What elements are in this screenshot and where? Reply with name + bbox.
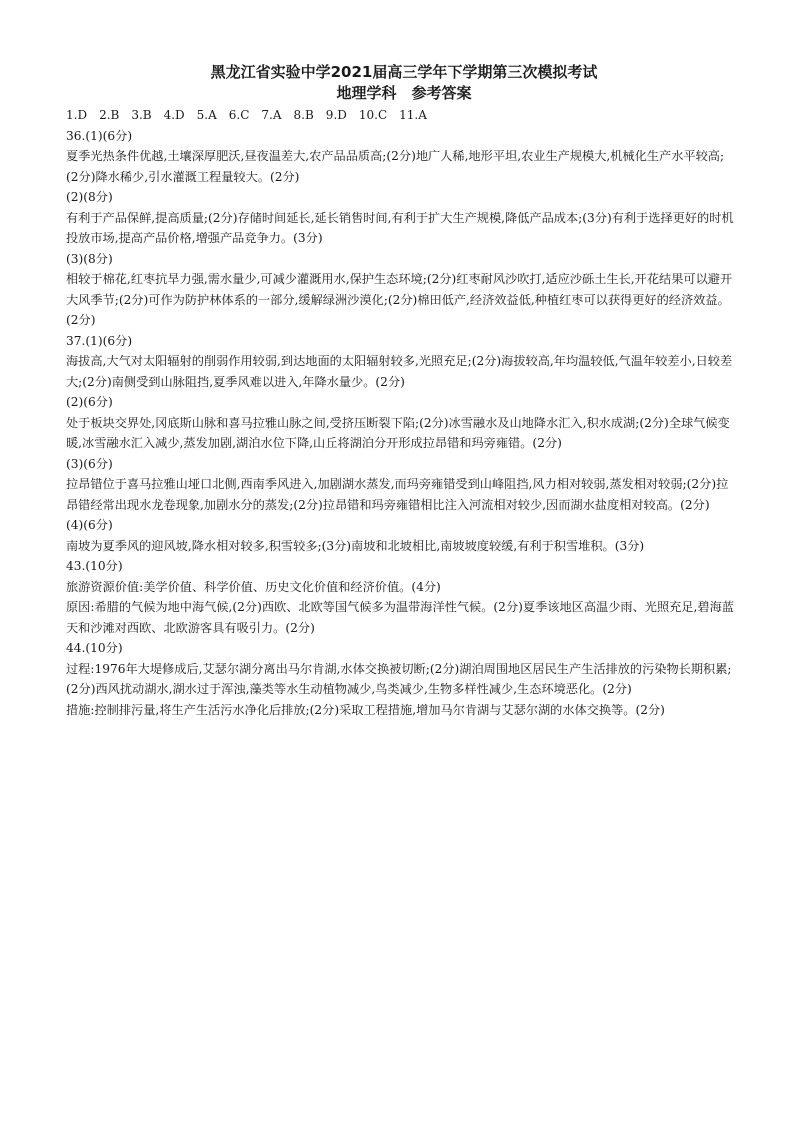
document-title: 黑龙江省实验中学2021届高三学年下学期第三次模拟考试 <box>210 63 598 81</box>
answer-content <box>66 105 734 720</box>
answer-line: 过程:1976年大堤修成后,艾瑟尔湖分离出马尔肯湖,水体交换被切断;(2分)湖泊周围地区居民生产生活排放的污染物长期积累;(2分)西风扰动湖水,湖水过于浑浊,藻类等水生动植物减少,鸟类减少,生物多样性减少,生态环境恶化。(2分) <box>66 661 732 696</box>
answer-line: 37.(1)(6分) <box>66 333 133 348</box>
answer-line: 夏季光热条件优越,土壤深厚肥沃,昼夜温差大,农产品品质高;(2分)地广人稀,地形平坦,农业生产规模大,机械化生产水平较高;(2分)降水稀少,引水灌溉工程量较大。(2分) <box>66 149 725 184</box>
answer-line: 原因:希腊的气候为地中海气候,(2分)西欧、北欧等国气候多为温带海洋性气候。(2分)夏季该地区高温少雨、光照充足,碧海蓝天和沙滩对西欧、北欧游客具有吸引力。(2分) <box>66 600 734 635</box>
answer-line: 44.(10分) <box>66 641 123 655</box>
answer-line: 36.(1)(6分) <box>66 128 133 143</box>
document-subtitle: 地理学科 参考答案 <box>336 84 472 102</box>
answer-line: (3)(6分) <box>66 456 113 471</box>
answer-line: 措施:控制排污量,将生产生活污水净化后排放;(2分)采取工程措施,增加马尔肯湖与艾瑟尔湖的水体交换等。(2分) <box>66 702 665 717</box>
answer-line: 有利于产品保鲜,提高质量;(2分)存储时间延长,延长销售时间,有利于扩大生产规模,降低产品成本;(3分)有利于选择更好的时机投放市场,提高产品价格,增强产品竞争力。(3分) <box>66 210 734 245</box>
answer-line: 海拔高,大气对太阳辐射的削弱作用较弱,到达地面的太阳辐射较多,光照充足;(2分)海拔较高,年均温较低,气温年较差小,日较差大;(2分)南侧受到山脉阻挡,夏季风难以进入,年降水量少。(2分) <box>66 354 733 389</box>
answer-line: (2)(8分) <box>66 190 113 204</box>
answer-line: (2)(6分) <box>66 395 113 409</box>
answer-line: 旅游资源价值:美学价值、科学价值、历史文化价值和经济价值。(4分) <box>66 579 441 594</box>
answer-line: 拉昂错位于喜马拉雅山垭口北侧,西南季风进入,加剧湖水蒸发,而玛旁雍错受到山峰阻挡,风力相对较弱,蒸发相对较弱;(2分)拉昂错经常出现水龙卷现象,加剧水分的蒸发;(2分)拉昂错和玛旁雍错相比注入河流相对较少,因而湖水盐度相对较高。(2分) <box>66 477 729 512</box>
answer-line: 南坡为夏季风的迎风坡,降水相对较多,积雪较多;(3分)南坡和北坡相比,南坡坡度较缓,有利于积雪堆积。(3分) <box>66 538 645 553</box>
answer-line: 43.(10分) <box>66 559 123 573</box>
answer-line: 相较于棉花,红枣抗旱力强,需水量少,可减少灌溉用水,保护生态环境;(2分)红枣耐风沙吹打,适应沙砾土生长,开花结果可以避开大风季节;(2分)可作为防护林体系的一部分,缓解绿洲沙漠化;(2分)棉田低产,经济效益低,种植红枣可以获得更好的经济效益。(2分) <box>66 272 733 327</box>
multiple-choice-answers: 1.D 2.B 3.B 4.D 5.A 6.C 7.A 8.B 9.D 10.C 11.A <box>66 108 427 122</box>
answer-line: (4)(6分) <box>66 518 113 532</box>
answer-line: 处于板块交界处,冈底斯山脉和喜马拉雅山脉之间,受挤压断裂下陷;(2分)冰雪融水及山地降水汇入,积水成湖;(2分)全球气候变暖,冰雪融水汇入减少,蒸发加剧,湖泊水位下降,山丘将湖泊分开形成拉昂错和玛旁雍错。(2分) <box>66 415 730 450</box>
answer-line: (3)(8分) <box>66 251 113 266</box>
